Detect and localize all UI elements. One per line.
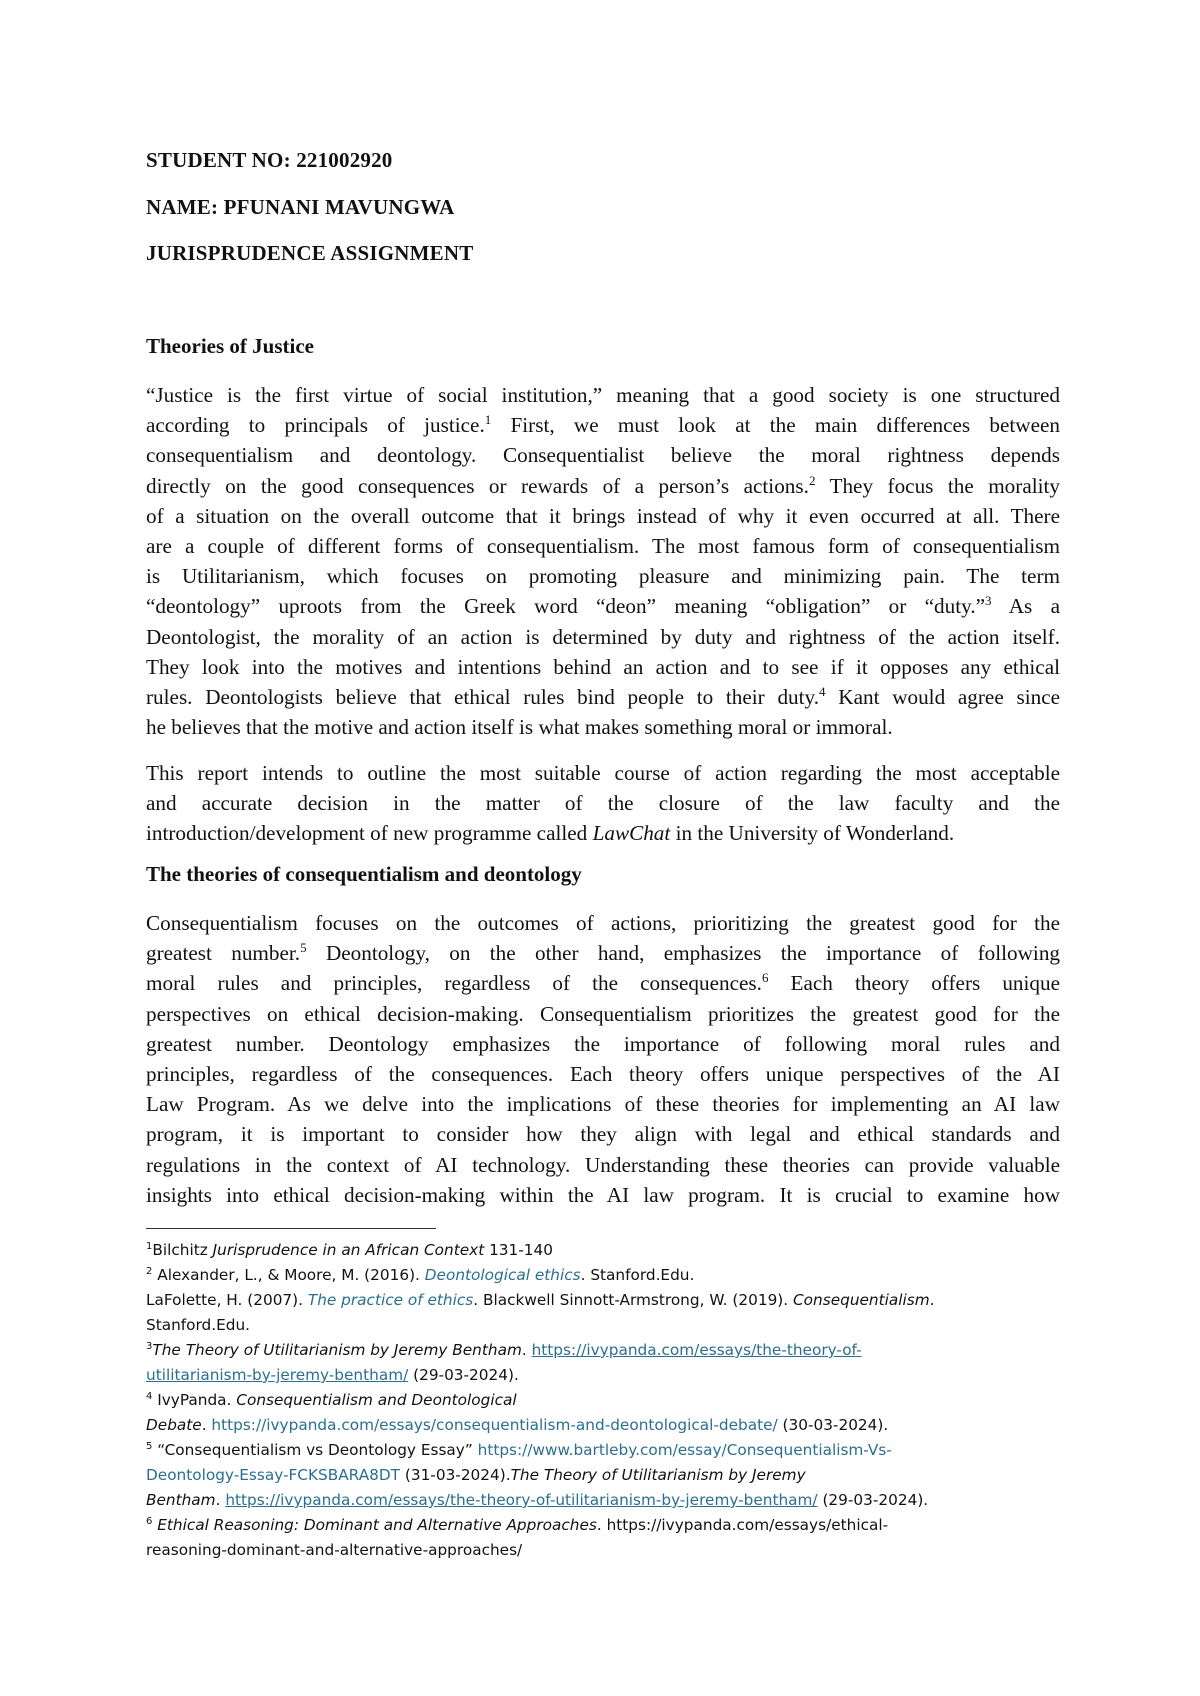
text-line: is Utilitarianism, which focuses on promoting pleasure and minimizing pain. The term [146,564,1060,589]
link-ivypanda-bentham[interactable]: https://ivypanda.com/essays/the-theory-of-utilitarianism-by-jeremy-bentham/ [225,1491,818,1509]
footnote-2: $^2$ Alexander, L., & Moore, M. (2016). Deontological ethics. Stanford.Edu. [146,1265,695,1284]
text-line: regulations in the context of AI technology. Understanding these theories can provide valuable [146,1152,1060,1177]
text-line: moral rules and principles, regardless of the consequences.$^6$ Each theory offers unique [146,970,1061,996]
text-line: “deontology” uproots from the Greek word “deon” meaning “obligation” or “duty.”$^3$ As a [146,593,1060,619]
text-line: introduction/development of new programme called LawChat in the University of Wonderland. [146,821,955,846]
paragraph-theories [146,908,1060,1210]
footnote-2-cont: LaFolette, H. (2007). The practice of ethics. Blackwell Sinnott-Armstrong, W. (2019). Consequentialism. [146,1291,935,1309]
footnote-5: $^5$ “Consequentialism vs Deontology Essay” https://www.bartleby.com/essay/Consequentialism-Vs- [146,1440,892,1459]
footnote-6-cont: reasoning-dominant-and-alternative-approaches/ [146,1541,523,1559]
text-line: of a situation on the overall outcome that it brings instead of why it even occurred at all. There [146,503,1060,528]
footnote-3: $^3$The Theory of Utilitarianism by Jeremy Bentham. https://ivypanda.com/essays/the-theory-of- [146,1340,862,1359]
text-line: This report intends to outline the most suitable course of action regarding the most acceptable [146,761,1060,785]
link-ivypanda-debate[interactable]: https://ivypanda.com/essays/consequentialism-and-deontological-debate/ [211,1416,778,1434]
text-line: program, it is important to consider how they align with legal and ethical standards and [146,1122,1060,1147]
text-line: insights into ethical decision-making within the AI law program. It is crucial to examine how [146,1182,1060,1207]
student-number: STUDENT NO: 221002920 [146,148,393,172]
link-ivypanda-utilitarianism-cont[interactable]: utilitarianism-by-jeremy-bentham/ [146,1366,409,1384]
footnote-ref: 4 [819,683,826,699]
student-name: NAME: PFUNANI MAVUNGWA [146,195,455,219]
footnotes [146,1238,1086,1563]
text-line: greatest number. Deontology emphasizes the importance of following moral rules and [146,1031,1060,1056]
text-line: Deontologist, the morality of an action is determined by duty and rightness of the action itself. [146,624,1060,649]
link-practice-of-ethics[interactable]: The practice of ethics [307,1291,474,1309]
text-line: are a couple of different forms of consequentialism. The most famous form of consequentialism [146,533,1060,558]
footnote-ref: 3 [985,593,992,609]
lawchat-term: LawChat [592,821,671,846]
text-line: principles, regardless of the consequences. Each theory offers unique perspectives of the AI [146,1061,1060,1086]
text-line: according to principals of justice.$^1$ First, we must look at the main differences between [146,412,1060,438]
text-line: perspectives on ethical decision-making. Consequentialism prioritizes the greatest good for the [146,1001,1060,1026]
assignment-title: JURISPRUDENCE ASSIGNMENT [146,241,474,265]
link-deontological-ethics[interactable]: Deontological ethics [424,1266,581,1284]
footnote-6: $^6$ Ethical Reasoning: Dominant and Alternative Approaches. https://ivypanda.com/essays/ethical- [146,1515,889,1534]
footnote-ref: 2 [808,472,816,488]
text-line: directly on the good consequences or rewards of a person’s actions.$^2$ They focus the morality [146,472,1060,498]
footnote-5-cont: Deontology-Essay-FCKSBARA8DT (31-03-2024).The Theory of Utilitarianism by Jeremy [146,1466,806,1484]
text-line: and accurate decision in the matter of the closure of the law faculty and the [146,791,1060,816]
text-line: rules. Deontologists believe that ethical rules bind people to their duty.$^4$ Kant would agree since [146,683,1060,709]
footnote-ref: 5 [300,940,307,956]
footnote-4-cont: Debate. https://ivypanda.com/essays/consequentialism-and-deontological-debate/ (30-03-2024). [146,1416,889,1434]
link-ivypanda-utilitarianism[interactable]: https://ivypanda.com/essays/the-theory-of- [531,1341,862,1359]
footnote-1: $^1$Bilchitz Jurisprudence in an African Context 131-140 [146,1240,553,1259]
footnote-4: $^4$ IvyPanda. Consequentialism and Deontological [146,1390,517,1409]
text-line: greatest number.$^5$ Deontology, on the other hand, emphasizes the importance of following [146,940,1061,966]
paragraph-report-intent [146,758,1060,849]
link-bartleby-cont[interactable]: Deontology-Essay-FCKSBARA8DT [146,1466,401,1484]
footnote-2-cont2: Stanford.Edu. [146,1316,251,1334]
footnote-separator [146,1228,436,1229]
paragraph-justice-intro [146,380,1060,742]
text-line: he believes that the motive and action itself is what makes something moral or immoral. [146,715,893,740]
text-line: Consequentialism focuses on the outcomes of actions, prioritizing the greatest good for the [146,911,1060,935]
text-line: consequentialism and deontology. Consequentialist believe the moral rightness depends [146,443,1060,468]
footnote-ref: 6 [761,970,769,986]
section-heading-theories-of-justice: Theories of Justice [146,334,314,358]
link-bartleby[interactable]: https://www.bartleby.com/essay/Consequentialism-Vs- [477,1441,892,1459]
footnote-3-cont: utilitarianism-by-jeremy-bentham/ (29-03-2024). [146,1366,519,1384]
text-line: They look into the motives and intentions behind an action and to see if it opposes any ethical [146,654,1060,679]
footnote-ref: 1 [484,412,492,428]
text-line: Law Program. As we delve into the implications of these theories for implementing an AI law [146,1092,1060,1117]
text-line: “Justice is the first virtue of social institution,” meaning that a good society is one structured [146,383,1060,407]
section-heading-consequentialism-deontology: The theories of consequentialism and deontology [146,862,582,886]
footnote-5-cont2: Bentham. https://ivypanda.com/essays/the-theory-of-utilitarianism-by-jeremy-bentham/ (29-03-2024). [146,1491,929,1509]
